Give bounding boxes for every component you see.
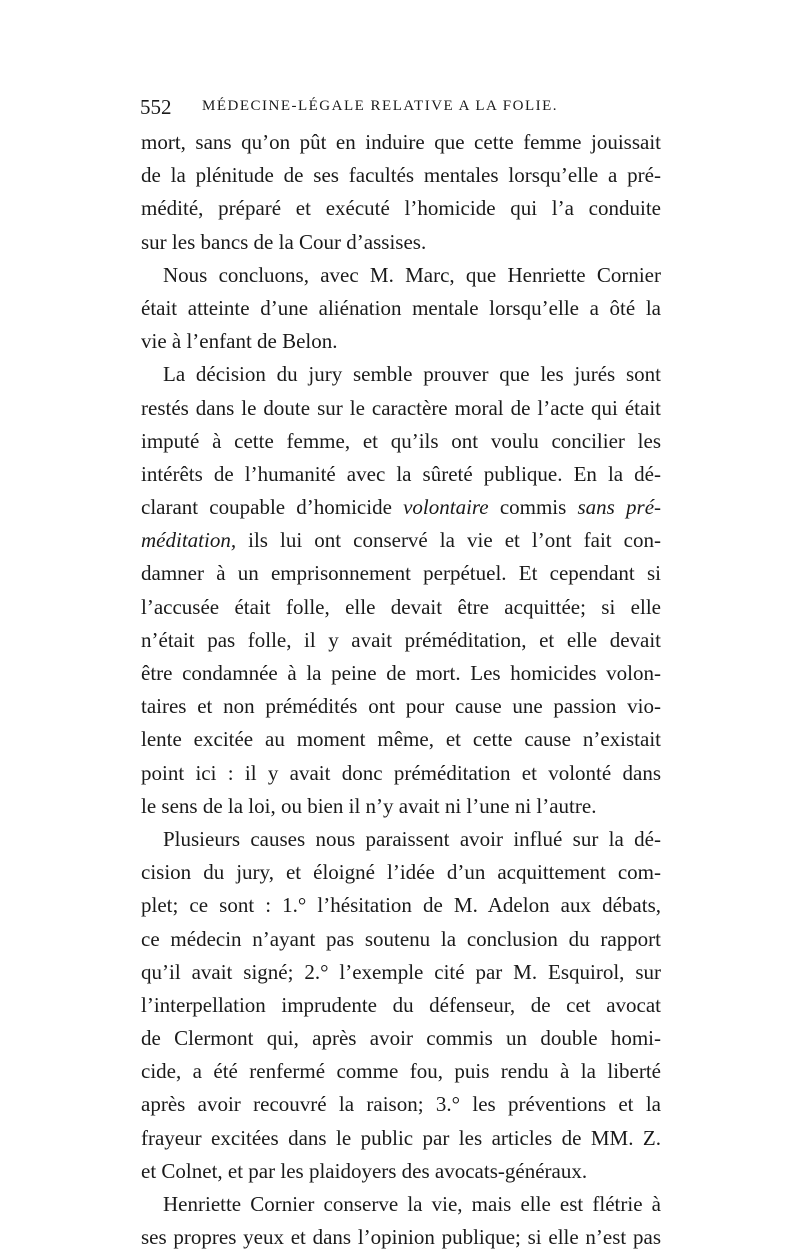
text-line: Henriette Cornier conserve la vie, mais elle est flétrie à — [163, 1192, 661, 1216]
body-text — [141, 126, 661, 1254]
text-line: vie à l’enfant de Belon. — [141, 329, 338, 354]
text-line: médité, préparé et exécuté l’homicide qui l’a conduite — [141, 196, 661, 221]
text-line: damner à un emprisonnement perpétuel. Et cependant si — [141, 561, 661, 586]
text-line: restés dans le doute sur le caractère moral de l’acte qui était — [141, 395, 661, 420]
text-run: commis — [488, 495, 578, 520]
text-line: le sens de la loi, ou bien il n’y avait ni l’une ni l’autre. — [141, 793, 597, 818]
running-head: MÉDECINE-LÉGALE RELATIVE A LA FOLIE. — [202, 98, 559, 114]
text-line: l’interpellation imprudente du défenseur, de cet avocat — [141, 992, 661, 1017]
text-run: ils lui ont conservé la vie et l’ont fait con- — [236, 528, 661, 553]
text-line: de la plénitude de ses facultés mentales lorsqu’elle a pré- — [141, 163, 661, 188]
text-line: frayeur excitées dans le public par les articles de MM. Z. — [141, 1125, 661, 1150]
text-line: qu’il avait signé; 2.° l’exemple cité par M. Esquirol, sur — [141, 959, 661, 984]
page-number: 552 — [140, 95, 172, 119]
text-line: imputé à cette femme, et qu’ils ont voulu concilier les — [141, 428, 661, 453]
text-line — [141, 524, 661, 557]
text-line: était atteinte d’une aliénation mentale lorsqu’elle a ôté la — [141, 295, 661, 320]
text-line: plet; ce sont : 1.° l’hésitation de M. Adelon aux débats, — [141, 893, 661, 918]
page-header — [140, 95, 660, 125]
text-run: clarant coupable d’homicide — [141, 495, 404, 520]
text-line: n’était pas folle, il y avait préméditation, et elle devait — [141, 627, 661, 652]
text-line: cide, a été renfermé comme fou, puis rendu à la liberté — [141, 1059, 661, 1084]
text-line: Nous concluons, avec M. Marc, que Henriette Cornier — [163, 262, 661, 287]
text-line: cision du jury, et éloigné l’idée d’un acquittement com- — [141, 860, 661, 885]
text-line: mort, sans qu’on pût en induire que cette femme jouissait — [141, 130, 661, 154]
text-line: ses propres yeux et dans l’opinion publique; si elle n’est pas — [141, 1225, 661, 1250]
text-line: Plusieurs causes nous paraissent avoir influé sur la dé- — [163, 826, 661, 851]
text-line: intérêts de l’humanité avec la sûreté publique. En la dé- — [141, 461, 661, 486]
text-line: lente excitée au moment même, et cette cause n’existait — [141, 727, 661, 752]
text-line: après avoir recouvré la raison; 3.° les préventions et la — [141, 1092, 661, 1117]
text-line: taires et non prémédités ont pour cause une passion vio- — [141, 694, 661, 719]
text-line: l’accusée était folle, elle devait être acquittée; si elle — [141, 594, 661, 619]
text-line: sur les bancs de la Cour d’assises. — [141, 229, 427, 254]
text-line — [141, 491, 661, 524]
italic-term-volontaire: volontaire — [403, 495, 489, 520]
text-line: et Colnet, et par les plaidoyers des avocats-généraux. — [141, 1158, 588, 1183]
italic-term-sans-premeditation: sans pré- — [577, 495, 662, 520]
italic-term-meditation: méditation, — [141, 528, 237, 553]
text-line: ce médecin n’ayant pas soutenu la conclusion du rapport — [141, 926, 661, 951]
text-line: La décision du jury semble prouver que les jurés sont — [163, 362, 661, 387]
text-line: être condamnée à la peine de mort. Les homicides volon- — [141, 661, 661, 685]
text-line: de Clermont qui, après avoir commis un double homi- — [141, 1026, 661, 1051]
text-line: point ici : il y avait donc préméditation et volonté dans — [141, 760, 661, 785]
